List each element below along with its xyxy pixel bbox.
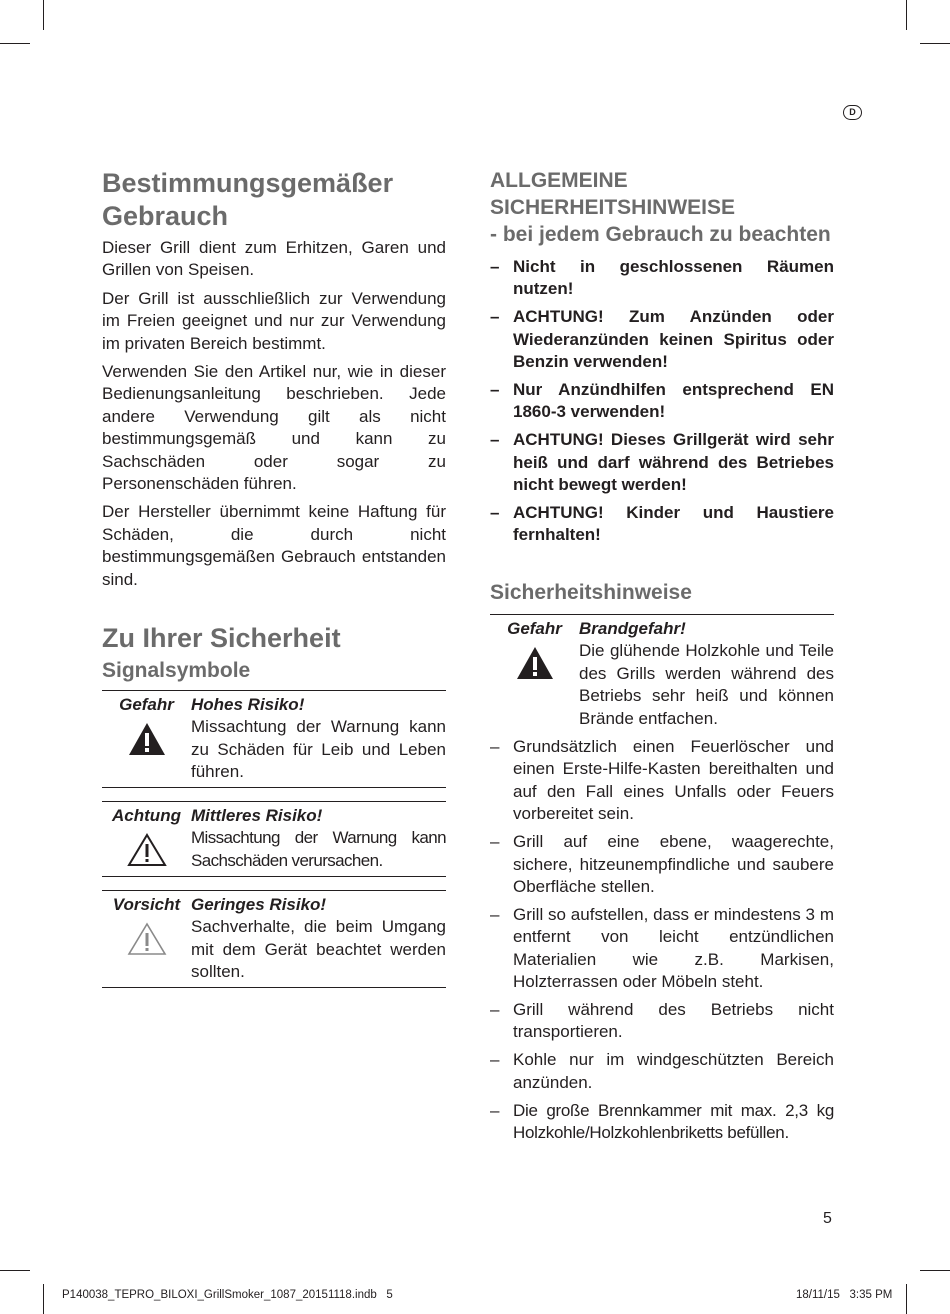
caution-triangle-light-icon [127, 922, 167, 956]
signal-text: Sachverhalte, die beim Umgang mit dem Gerät beachtet werden sollten. [191, 917, 446, 981]
footer-file-info: P140038_TEPRO_BILOXI_GrillSmoker_1087_20151118.indb 5 [62, 1289, 393, 1301]
paragraph: Verwenden Sie den Artikel nur, wie in dieser Bedienungsanleitung beschrieben. Jede andere Verwendung gilt als nicht bestimmungsgemäß und kann zu Sachschäden oder sogar zu Personenschäden führen. [102, 362, 446, 494]
right-column [490, 167, 834, 1150]
signal-row-warning [102, 801, 446, 877]
general-safety-heading-line1: ALLGEMEINE [490, 169, 628, 192]
list-item: – Grill auf eine ebene, waagerechte, sichere, hitzeunempfindliche und saubere Oberfläche stellen. [490, 832, 834, 896]
safety-notes-list [490, 736, 834, 1144]
crop-mark [0, 1270, 30, 1271]
paragraph: Der Hersteller übernimmt keine Haftung für Schäden, die durch nicht bestimmungsgemäßen Gebrauch entstanden sind. [102, 502, 446, 589]
list-item: – Kohle nur im windgeschützten Bereich anzünden. [490, 1050, 834, 1092]
language-badge: D [843, 105, 862, 120]
list-item-text: Nur Anzündhilfen entsprechend EN 1860-3 verwenden! [513, 380, 834, 422]
crop-mark [43, 0, 44, 30]
left-column [102, 167, 446, 988]
general-safety-list [490, 256, 834, 547]
paragraph: Der Grill ist ausschließlich zur Verwendung im Freien geeignet und nur zur Verwendung im privaten Bereich bestimmt. [102, 288, 446, 353]
list-item: – ACHTUNG! Zum Anzünden oder Wiederanzünden keinen Spiritus oder Benzin verwenden! [490, 307, 834, 372]
crop-mark [920, 43, 950, 44]
list-item-text: ACHTUNG! Zum Anzünden oder Wiederanzünden keinen Spiritus oder Benzin verwenden! [513, 307, 834, 372]
signal-label: Vorsicht [112, 895, 181, 915]
crop-mark [906, 0, 907, 30]
signal-title: Hohes Risiko! [191, 695, 305, 715]
list-item: – Nur Anzündhilfen entsprechend EN 1860-3 verwenden! [490, 380, 834, 422]
list-item-text: Grill auf eine ebene, waagerechte, sichere, hitzeunempfindliche und saubere Oberfläche stellen. [513, 832, 834, 896]
signal-row-danger [102, 690, 446, 788]
footer-date: 18/11/15 3:35 PM [796, 1289, 893, 1301]
signal-label: Gefahr [507, 619, 562, 639]
list-item: – Grill so aufstellen, dass er mindestens 3 m entfernt von leicht entzündlichen Materialien wie z.B. Markisen, Holzterrassen oder Möbeln steht. [490, 904, 834, 992]
signal-title: Geringes Risiko! [191, 895, 327, 915]
list-item-text: Grill während des Betriebs nicht transportieren. [513, 999, 834, 1042]
list-item-text: ACHTUNG! Dieses Grillgerät wird sehr heiß und darf während des Betriebes nicht bewegt werden! [513, 430, 834, 495]
signal-text: Die glühende Holzkohle und Teile des Grills werden während des Betriebs sehr heiß und können Brände entfachen. [579, 641, 834, 728]
signal-text: Missachtung der Warnung kann zu Schäden für Leib und Leben führen. [191, 717, 446, 781]
list-item-text: Nicht in geschlossenen Räumen nutzen! [513, 257, 834, 299]
list-item-text: Die große Brennkammer mit max. 2,3 kg Holzkohle/Holzkohlenbriketts befüllen. [513, 1100, 834, 1142]
crop-mark [920, 1270, 950, 1271]
subheading-signal-symbols: Signalsymbole [102, 659, 251, 683]
danger-fire-box [490, 614, 834, 734]
crop-mark [43, 1284, 44, 1314]
crop-mark [0, 43, 30, 44]
list-item: – Nicht in geschlossenen Räumen nutzen! [490, 257, 834, 299]
list-item: – ACHTUNG! Kinder und Haustiere fernhalten! [490, 503, 834, 545]
danger-triangle-filled-icon [128, 722, 166, 756]
list-item-text: Kohle nur im windgeschützten Bereich anzünden. [513, 1050, 834, 1092]
list-item: – Grill während des Betriebs nicht transportieren. [490, 999, 834, 1042]
signal-text: Missachtung der Warnung kann Sachschäden verursachen. [191, 828, 446, 870]
signal-row-caution [102, 890, 446, 988]
signal-title: Brandgefahr! [579, 619, 686, 639]
list-item-text: Grill so aufstellen, dass er mindestens 3 m entfernt von leicht entzündlichen Materialien wie z.B. Markisen, Holzterrassen oder Möbeln steht. [513, 904, 834, 992]
list-item: – Grundsätzlich einen Feuerlöscher und einen Erste-Hilfe-Kasten bereithalten und auf den Fall eines Unfalls oder Feuers vorbereitet sein. [490, 737, 834, 824]
signal-label: Achtung [112, 806, 181, 826]
list-item-text: ACHTUNG! Kinder und Haustiere fernhalten! [513, 503, 834, 545]
list-item-text: Grundsätzlich einen Feuerlöscher und einen Erste-Hilfe-Kasten bereithalten und auf den Fall eines Unfalls oder Feuers vorbereitet sein. [513, 737, 834, 824]
page-number: 5 [823, 1210, 832, 1227]
heading-safety: Zu Ihrer Sicherheit [102, 623, 341, 654]
general-safety-heading-line2: SICHERHEITSHINWEISE [490, 196, 736, 219]
warning-triangle-outline-icon [127, 833, 167, 867]
heading-intended-use: Bestimmungsgemäßer Gebrauch [102, 168, 394, 231]
signal-label: Gefahr [119, 695, 174, 715]
paragraph: Dieser Grill dient zum Erhitzen, Garen und Grillen von Speisen. [102, 238, 446, 280]
signal-title: Mittleres Risiko! [191, 806, 323, 826]
crop-mark [906, 1284, 907, 1314]
danger-triangle-filled-icon [516, 646, 554, 680]
list-item: – Die große Brennkammer mit max. 2,3 kg Holzkohle/Holzkohlenbriketts befüllen. [490, 1100, 834, 1142]
list-item: – ACHTUNG! Dieses Grillgerät wird sehr heiß und darf während des Betriebes nicht bewegt werden! [490, 430, 834, 495]
general-safety-heading-line3: - bei jedem Gebrauch zu beachten [490, 223, 831, 246]
safety-notes-heading: Sicherheitshinweise [490, 581, 692, 605]
